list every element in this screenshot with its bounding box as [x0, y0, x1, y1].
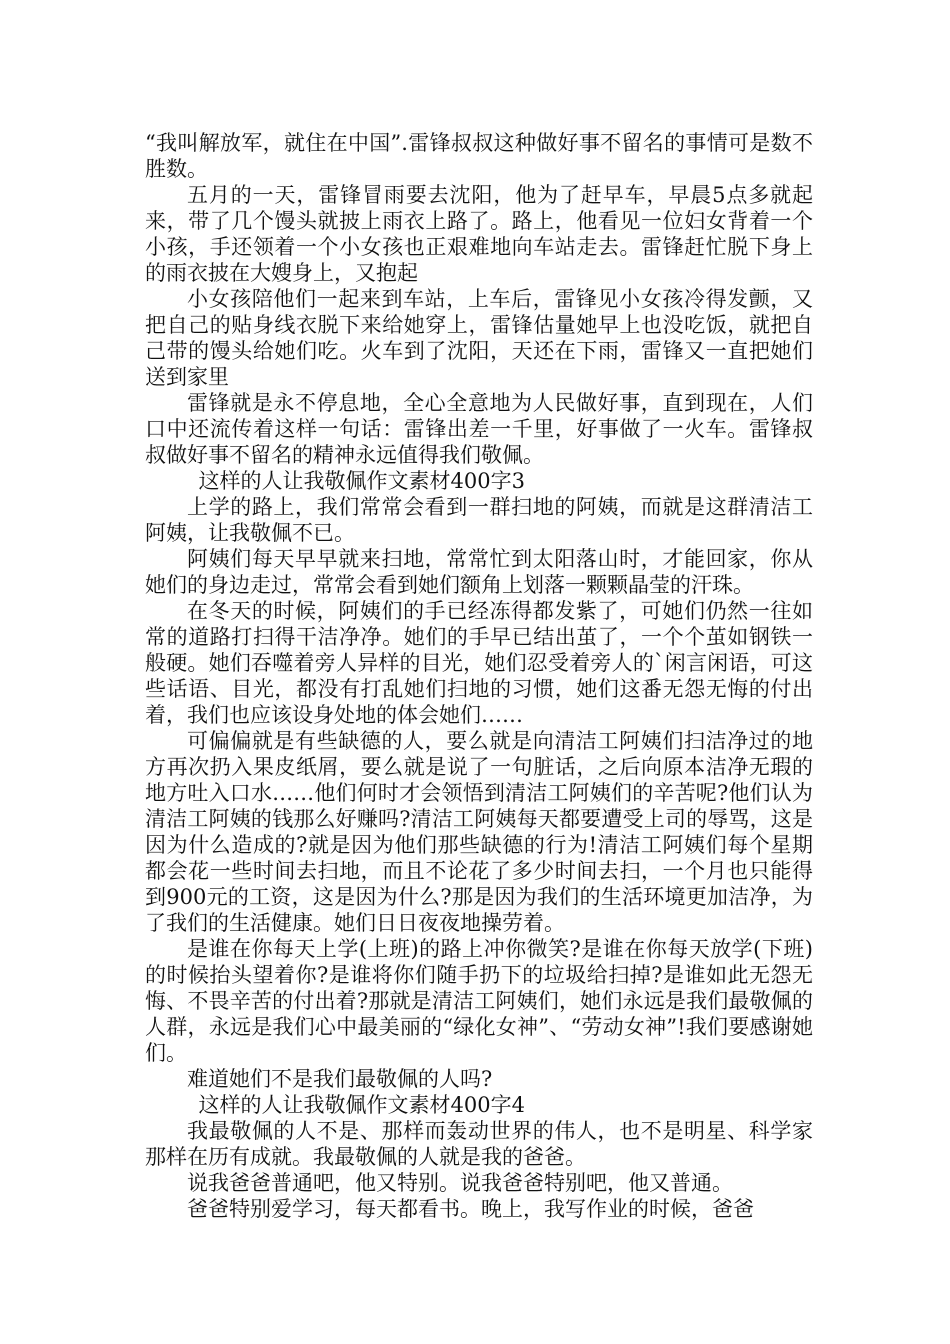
paragraph-9: 是谁在你每天上学(上班)的路上冲你微笑?是谁在你每天放学(下班)的时候抬头望着你?是谁将你们随手扔下的垃圾给扫掉?是谁如此无怨无悔、不畏辛苦的付出着?那就是清洁工阿姨们，她们永远是我们最敬佩的人群，永远是我们心中最美丽的“绿化女神”、“劳动女神”!我们要感谢她们。	[145, 937, 813, 1065]
paragraph-3: 小女孩陪他们一起来到车站，上车后，雷锋见小女孩冷得发颤，又把自己的贴身线衣脱下来给她穿上，雷锋估量她早上也没吃饭，就把自己带的馒头给她们吃。火车到了沈阳，天还在下雨，雷锋又一直把她们送到家里	[145, 287, 813, 389]
document-body	[145, 130, 813, 1222]
paragraph-12: 说我爸爸普通吧，他又特别。说我爸爸特别吧，他又普通。	[187, 1171, 733, 1195]
paragraph-7: 在冬天的时候，阿姨们的手已经冻得都发紫了，可她们仍然一往如常的道路打扫得干洁净净。她们的手早已结出茧了，一个个茧如钢铁一般硬。她们吞噬着旁人异样的目光，她们忍受着旁人的`闲言闲语，可这些话语、目光，都没有打乱她们扫地的习惯，她们这番无怨无悔的付出着，我们也应该设身处地的体会她们……	[145, 599, 813, 727]
paragraph-4: 雷锋就是永不停息地，全心全意地为人民做好事，直到现在，人们口中还流传着这样一句话：雷锋出差一千里，好事做了一火车。雷锋叔叔做好事不留名的精神永远值得我们敬佩。	[145, 391, 813, 467]
paragraph-11: 我最敬佩的人不是、那样而轰动世界的伟人，也不是明星、科学家那样在历有成就。我最敬佩的人就是我的爸爸。	[145, 1119, 813, 1169]
paragraph-10: 难道她们不是我们最敬佩的人吗?	[187, 1067, 493, 1091]
paragraph-8: 可偏偏就是有些缺德的人，要么就是向清洁工阿姨们扫洁净过的地方再次扔入果皮纸屑，要么就是说了一句脏话，之后向原本洁净无瑕的地方吐入口水……他们何时才会领悟到清洁工阿姨们的辛苦呢?他们认为清洁工阿姨的钱那么好赚吗?清洁工阿姨每天都要遭受上司的辱骂，这是因为什么造成的?就是因为他们那些缺德的行为!清洁工阿姨们每个星期都会花一些时间去扫地，而且不论花了多少时间去扫，一个月也只能得到900元的工资，这是因为什么?那是因为我们的生活环境更加洁净，为了我们的生活健康。她们日日夜夜地操劳着。	[145, 729, 813, 935]
paragraph-2: 五月的一天，雷锋冒雨要去沈阳，他为了赶早车，早晨5点多就起来，带了几个馒头就披上雨衣上路了。路上，他看见一位妇女背着一个小孩，手还领着一个小女孩也正艰难地向车站走去。雷锋赶忙脱下身上的雨衣披在大嫂身上，又抱起	[145, 183, 813, 285]
section-heading-3: 这样的人让我敬佩作文素材400字3	[198, 469, 525, 493]
paragraph-1: “我叫解放军，就住在中国”.雷锋叔叔这种做好事不留名的事情可是数不胜数。	[145, 131, 813, 181]
paragraph-5: 上学的路上，我们常常会看到一群扫地的阿姨，而就是这群清洁工阿姨，让我敬佩不已。	[145, 495, 813, 545]
paragraph-13: 爸爸特别爱学习，每天都看书。晚上，我写作业的时候，爸爸	[187, 1197, 754, 1221]
section-heading-4: 这样的人让我敬佩作文素材400字4	[198, 1093, 525, 1117]
paragraph-6: 阿姨们每天早早就来扫地，常常忙到太阳落山时，才能回家，你从她们的身边走过，常常会看到她们额角上划落一颗颗晶莹的汗珠。	[145, 547, 813, 597]
